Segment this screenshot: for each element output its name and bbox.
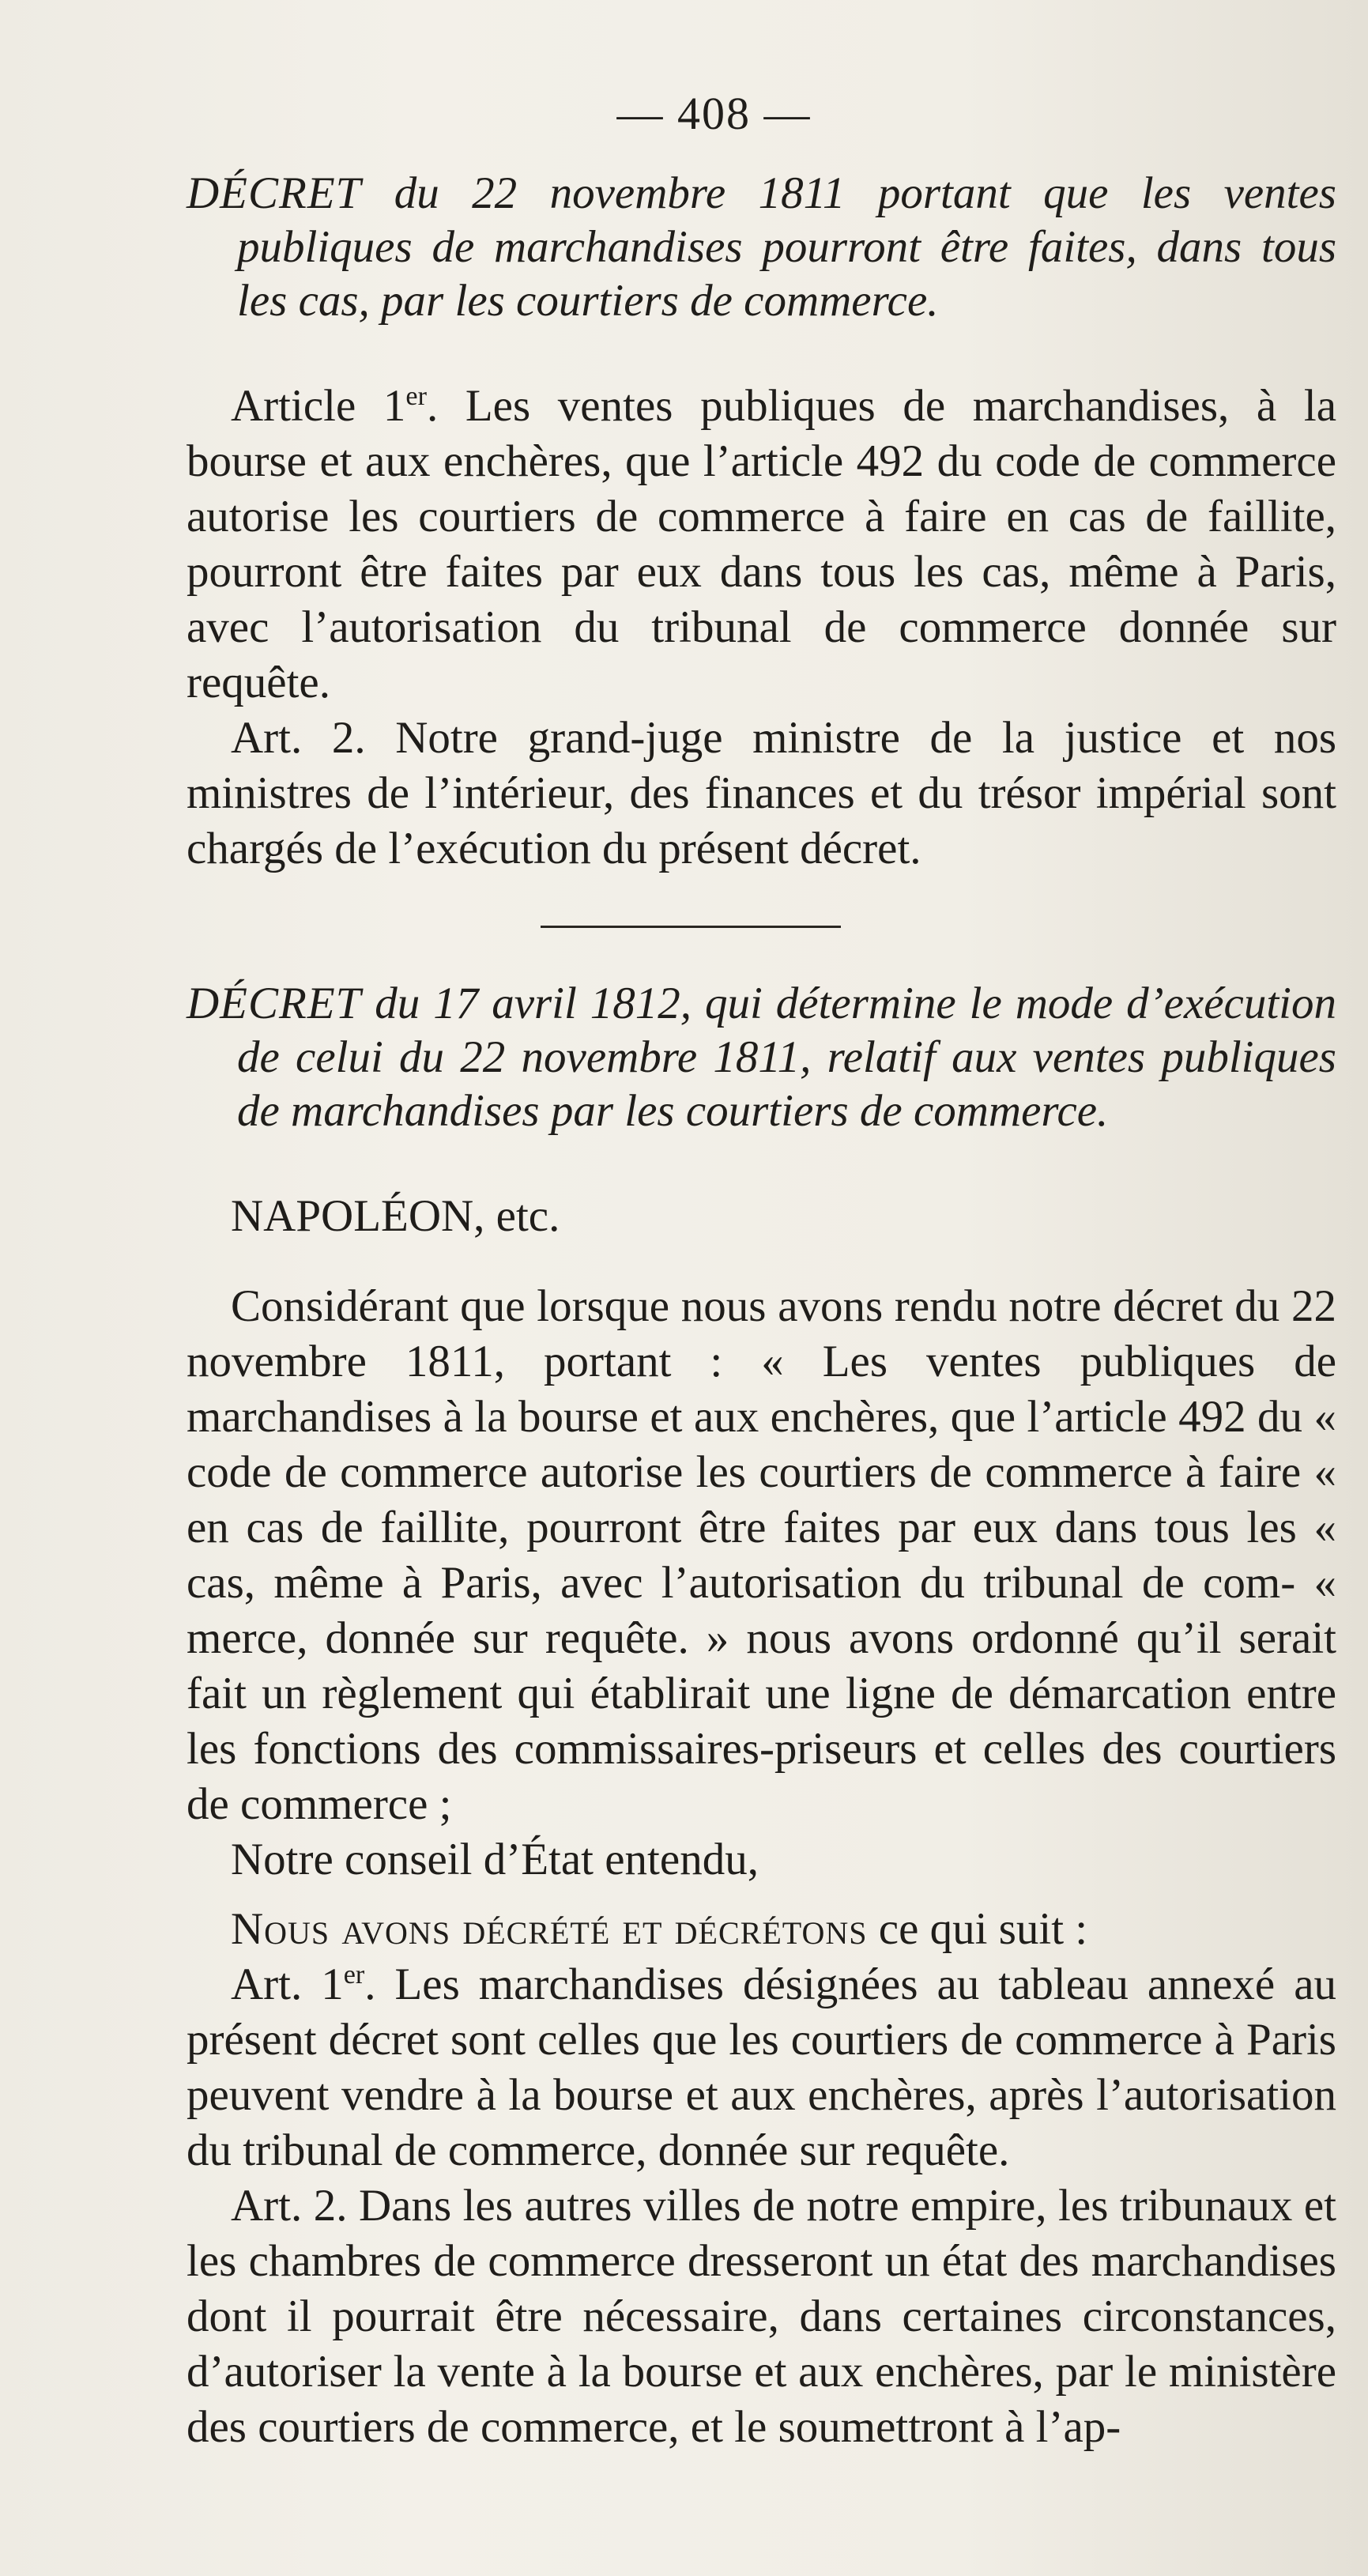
considerant-paragraph: Considérant que lorsque nous avons rendu notre décret du 22 novembre 1811, portant : « Les ventes publiques de marchandises à la bourse et aux enchères, que l’article 492 du « code de commerce autorise les courtiers de commerce à faire « en cas de faillite, pourront être faites par eux dans tous les « cas, même à Paris, avec l’autorisation du tribunal de com- « merce, donnée sur requête. » nous avons ordonné qu’il serait fait un règlement qui établirait une ligne de démarcation entre les fonctions des commissaires-priseurs et celles des courtiers de commerce ; (187, 1281, 1336, 1829)
nous-avons-rest: ce qui suit : (867, 1904, 1088, 1954)
napoleon-line: NAPOLÉON, etc. (231, 1191, 560, 1241)
decree-1-title (187, 167, 1336, 328)
decree-2-art-1-sup: er (343, 1960, 365, 1990)
decree-2-title-rest: du 17 avril 1812, qui détermine le mode d’exécution de celui du 22 novembre 1811, relatif aux ventes publiques de marchandises par les courtiers de commerce. (237, 979, 1337, 1136)
decree-2-title (187, 977, 1336, 1138)
decree-1-title-lead: DÉCRET (187, 168, 362, 218)
article-1-text: . Les ventes publiques de marchandises, à la bourse et aux enchères, que l’article 492 du code de commerce autorise les courtiers de commerce à faire en cas de faillite, pourront être faites par eux dans tous les cas, même à Paris, avec l’autorisation du tribunal de commerce donnée sur requête. (187, 381, 1336, 707)
article-1-sup: er (405, 382, 427, 411)
nous-avons-smallcaps: Nous avons décrété et décrétons (231, 1904, 868, 1954)
decree-1-article-2: Art. 2. Notre grand-juge ministre de la justice et nos ministres de l’intérieur, des finances et du trésor impérial sont chargés de l’exécution du présent décret. (187, 713, 1336, 873)
section-divider (541, 926, 841, 928)
nous-avons-line (187, 1902, 1336, 1957)
decree-2-art-1-text: . Les marchandises désignées au tableau annexé au présent décret sont celles que les courtiers de commerce à Paris peuvent vendre à la bourse et aux enchères, après l’autorisation du tribunal de commerce, donnée sur requête. (187, 1959, 1336, 2175)
decree-2-art-1-head: Art. 1 (231, 1959, 344, 2009)
decree-2-article-1 (187, 1957, 1336, 2178)
conseil-line: Notre conseil d’État entendu, (231, 1835, 759, 1884)
decree-1-title-rest: du 22 novembre 1811 portant que les ventes publiques de marchandises pourront être faites, dans tous les cas, par les courtiers de commerce. (237, 168, 1336, 326)
page-number: — 408 — (616, 88, 812, 139)
decree-1-article-1 (187, 379, 1336, 711)
decree-2-title-lead: DÉCRET (187, 979, 362, 1028)
decree-2-article-2: Art. 2. Dans les autres villes de notre empire, les tribunaux et les chambres de commerce dresseront un état des marchandises dont il pourrait être nécessaire, dans certaines circonstances, d’autoriser la vente à la bourse et aux enchères, par le ministère des courtiers de commerce, et le soumettront à l’ap- (187, 2181, 1336, 2452)
article-1-head: Article 1 (231, 381, 406, 431)
